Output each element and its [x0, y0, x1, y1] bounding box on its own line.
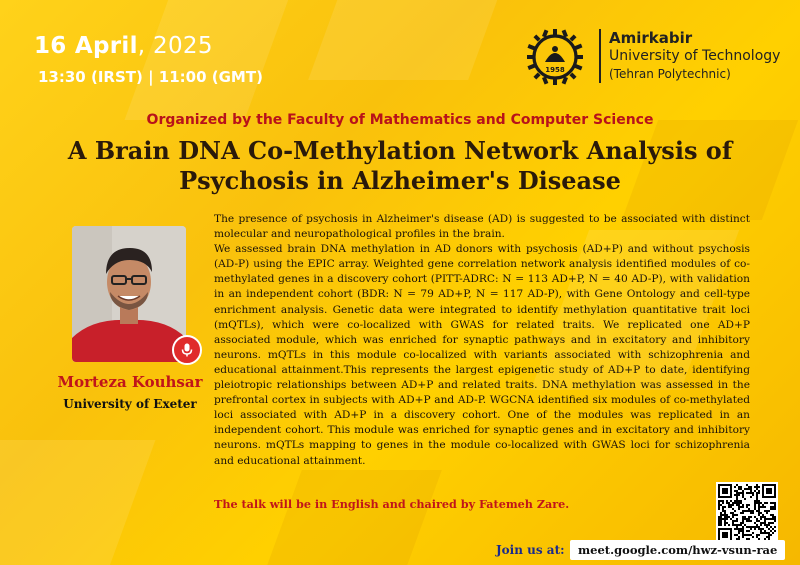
- university-name: [599, 29, 780, 83]
- qr-code-icon[interactable]: [716, 482, 778, 544]
- language-chair-note: The talk will be in English and chaired by Fatemeh Zare.: [214, 497, 570, 511]
- meeting-link[interactable]: meet.google.com/hwz-vsun-rae: [570, 540, 785, 560]
- talk-title-line1: A Brain DNA Co-Methylation Network Analysis of: [67, 136, 733, 165]
- talk-title: [0, 136, 800, 196]
- background-shard: [258, 470, 442, 565]
- university-crest-icon: [518, 26, 592, 88]
- event-time: 13:30 (IRST) | 11:00 (GMT): [38, 68, 263, 86]
- talk-title-line2: Psychosis in Alzheimer's Disease: [179, 166, 621, 195]
- speaker-affiliation: University of Exeter: [63, 397, 197, 411]
- university-name-line2: University of Technology: [609, 48, 781, 64]
- abstract-paragraph-2: We assessed brain DNA methylation in AD donors with psychosis (AD+P) and without psychosis (AD-P) using the EPIC array. Weighted gene correlation network analysis identified modules of co-methylated genes in a discovery cohort (PITT-ADRC: N = 113 AD+P, N = 40 AD-P), with validation in an independent cohort (BDR: N = 79 AD+P, N = 117 AD-P), with Gene Ontology and cell-type enrichment analysis. Genetic data were integrated to identify methylation quantitative trait loci (mQTLs), which were co-localized with GWAS for related traits. We replicated one AD+P associated module, which was enriched for synaptic pathways and in excitatory and inhibitory neurons. mQTLs in this module co-localized with variants associated with schizophrenia and educational attainment.This represents the largest epigenetic study of AD+P to date, identifying pleiotropic relationships between AD+P and related traits. DNA methylation was assessed in the prefrontal cortex in subjects with AD+P and AD-P. WGCNA identified six modules of co-methylated loci associated with AD+P in a discovery cohort. One of the modules was replicated in an independent cohort. This module was enriched for synaptic genes and in excitatory and inhibitory neurons. mQTLs mapping to genes in the module co-localized with GWAS loci for schizophrenia and educational attainment.: [214, 243, 750, 467]
- university-crest-year: 1958: [545, 66, 565, 74]
- event-date-year: , 2025: [137, 33, 213, 59]
- event-date: [34, 33, 213, 59]
- background-shard: [308, 0, 512, 80]
- organizer-line: Organized by the Faculty of Mathematics and Computer Science: [146, 112, 654, 128]
- microphone-icon: [172, 335, 202, 365]
- university-name-line1: Amirkabir: [609, 29, 693, 47]
- background-shard: [125, 0, 296, 120]
- event-date-day: 16 April: [34, 33, 138, 59]
- speaker-photo: [72, 226, 186, 362]
- abstract: [214, 212, 750, 469]
- join-label: Join us at:: [496, 543, 565, 557]
- speaker-name: Morteza Kouhsar: [57, 373, 203, 391]
- university-name-line3: (Tehran Polytechnic): [609, 67, 731, 81]
- abstract-paragraph-1: The presence of psychosis in Alzheimer's disease (AD) is suggested to be associated with distinct molecular and neuropathological profiles in the brain.: [214, 213, 750, 241]
- background-shard: [0, 440, 155, 565]
